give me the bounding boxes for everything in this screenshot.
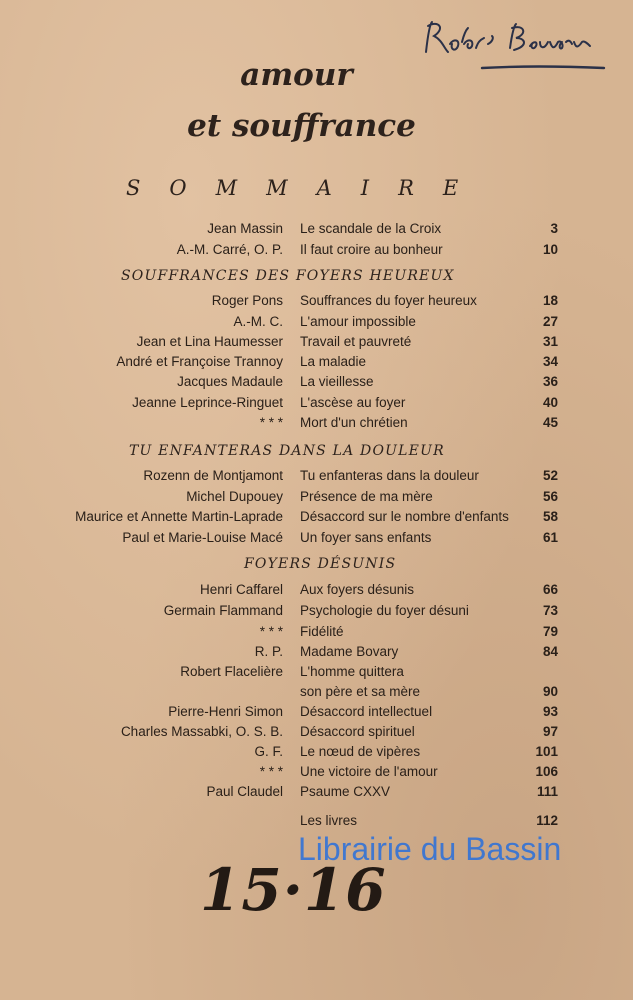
entry-title: Fidélité [300, 624, 344, 639]
entry-author: André et Françoise Trannoy [116, 354, 283, 369]
entry-page: 90 [542, 684, 558, 699]
entry-page: 27 [542, 314, 558, 329]
toc-entry [0, 314, 633, 334]
entry-title: L'amour impossible [300, 314, 416, 329]
entry-page: 52 [542, 468, 558, 483]
entry-author: * * * [259, 624, 283, 639]
section-heading: SOUFFRANCES DES FOYERS HEUREUX [121, 268, 455, 284]
entry-title: Mort d'un chrétien [300, 415, 408, 430]
entry-title: Une victoire de l'amour [300, 764, 438, 779]
toc-entry [0, 374, 633, 394]
entry-title: L'homme quittera [300, 664, 404, 679]
entry-page: 101 [535, 744, 558, 759]
toc-entry [0, 354, 633, 374]
toc-entry [0, 334, 633, 354]
entry-page: 97 [542, 724, 558, 739]
entry-title: Travail et pauvreté [300, 334, 412, 349]
entry-page: 66 [542, 582, 558, 597]
toc-entry [0, 684, 633, 704]
entry-page: 111 [536, 784, 558, 799]
toc-entry [0, 468, 633, 488]
entry-title: La maladie [300, 354, 367, 369]
toc-entry [0, 221, 633, 241]
toc-entry [0, 242, 633, 262]
entry-title: Désaccord spirituel [300, 724, 415, 739]
entry-author: Roger Pons [211, 293, 283, 308]
entry-page: 93 [542, 704, 558, 719]
entry-page: 84 [542, 644, 558, 659]
entry-author: * * * [259, 764, 283, 779]
entry-page: 18 [542, 293, 558, 308]
entry-page: 34 [542, 354, 558, 369]
entry-author: A.-M. Carré, O. P. [176, 242, 283, 257]
entry-title: Désaccord sur le nombre d'enfants [300, 509, 509, 524]
entry-page: 40 [542, 395, 558, 410]
entry-title: son père et sa mère [300, 684, 421, 699]
entry-author: * * * [259, 415, 283, 430]
section-heading: TU ENFANTERAS DANS LA DOULEUR [129, 443, 445, 459]
entry-title: Tu enfanteras dans la douleur [300, 468, 479, 483]
toc-entry [0, 582, 633, 602]
entry-title: Désaccord intellectuel [300, 704, 433, 719]
entry-page: 58 [542, 509, 558, 524]
toc-entry [0, 293, 633, 313]
entry-page: 73 [542, 603, 558, 618]
entry-page: 31 [542, 334, 558, 349]
entry-page: 61 [542, 530, 558, 545]
toc-entry [0, 415, 633, 435]
entry-title: La vieillesse [300, 374, 374, 389]
entry-title: Présence de ma mère [300, 489, 433, 504]
toc-entry [0, 489, 633, 509]
toc-entry [0, 530, 633, 550]
entry-author: Maurice et Annette Martin-Laprade [75, 509, 283, 524]
entry-title: Souffrances du foyer heureux [300, 293, 477, 308]
entry-author: Michel Dupouey [186, 489, 283, 504]
entry-title: Le nœud de vipères [300, 744, 421, 759]
entry-page: 56 [542, 489, 558, 504]
entry-title: Psaume CXXV [300, 784, 391, 799]
toc-entry [0, 704, 633, 724]
toc-entry [0, 395, 633, 415]
entry-author: Germain Flammand [163, 603, 283, 618]
watermark: Librairie du Bassin [298, 831, 562, 867]
entry-author: Pierre-Henri Simon [168, 704, 283, 719]
entry-title: L'ascèse au foyer [300, 395, 406, 410]
entry-page: 45 [542, 415, 558, 430]
entry-author: Henri Caffarel [199, 582, 283, 597]
entry-title: Psychologie du foyer désuni [300, 603, 469, 618]
entry-title: Il faut croire au bonheur [300, 242, 443, 257]
entry-title: Le scandale de la Croix [300, 221, 442, 236]
toc-entry [0, 624, 633, 644]
entry-author: Paul et Marie-Louise Macé [122, 530, 283, 545]
entry-author: G. F. [254, 744, 283, 759]
toc-entry [0, 813, 633, 833]
entry-author: R. P. [254, 644, 283, 659]
entry-author: Jean Massin [207, 221, 283, 236]
entry-author: Jean et Lina Haumesser [136, 334, 283, 349]
toc-entry [0, 744, 633, 764]
section-heading: FOYERS DÉSUNIS [244, 556, 397, 572]
toc-entry [0, 509, 633, 529]
title-line-1: amour [240, 57, 353, 93]
entry-page: 79 [542, 624, 558, 639]
entry-author: Charles Massabki, O. S. B. [120, 724, 283, 739]
sommaire-heading: SOMMAIRE [126, 176, 488, 200]
title-line-2: et souffrance [187, 108, 416, 144]
toc-entry [0, 784, 633, 804]
entry-author: Robert Flacelière [180, 664, 283, 679]
entry-author: Jacques Madaule [177, 374, 283, 389]
toc-entry [0, 724, 633, 744]
entry-author: Paul Claudel [206, 784, 283, 799]
entry-page: 36 [542, 374, 558, 389]
entry-page: 112 [536, 813, 558, 828]
entry-author: Jeanne Leprince-Ringuet [132, 395, 283, 410]
entry-page: 106 [535, 764, 558, 779]
entry-page: 3 [550, 221, 558, 236]
entry-title: Un foyer sans enfants [300, 530, 432, 545]
toc-entry [0, 764, 633, 784]
entry-page: 10 [542, 242, 558, 257]
toc-entry [0, 644, 633, 664]
issue-number: 15·16 [200, 856, 387, 924]
entry-title: Les livres [300, 813, 358, 828]
toc-entry [0, 603, 633, 623]
toc-entry [0, 664, 633, 684]
entry-title: Aux foyers désunis [300, 582, 415, 597]
entry-author: Rozenn de Montjamont [143, 468, 283, 483]
entry-author: A.-M. C. [233, 314, 283, 329]
entry-title: Madame Bovary [300, 644, 399, 659]
